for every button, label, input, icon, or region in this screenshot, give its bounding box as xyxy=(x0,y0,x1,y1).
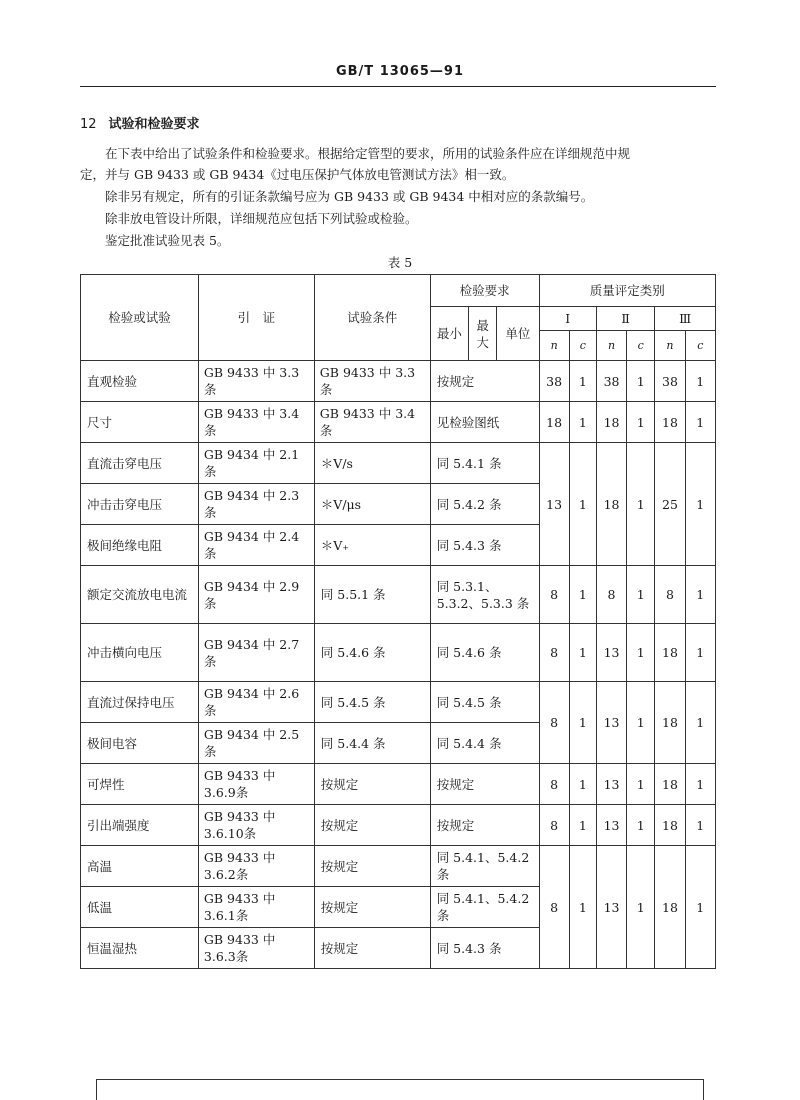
table-row xyxy=(81,805,716,846)
requirement: 按规定 xyxy=(430,361,539,402)
header-category-2: Ⅱ xyxy=(596,307,654,331)
cat2-n: 38 xyxy=(596,361,626,402)
conditions: 按规定 xyxy=(314,887,430,928)
paragraph-1-line-1: 在下表中给出了试验条件和检验要求。根据给定管型的要求，所用的试验条件应在详细规范中规 xyxy=(105,146,631,161)
cat1-n: 38 xyxy=(539,361,569,402)
paragraph-3: 除非放电管设计所限，详细规范应包括下列试验或检验。 xyxy=(105,211,418,226)
header-conditions: 试验条件 xyxy=(314,275,430,361)
cat2-c: 1 xyxy=(627,805,655,846)
table-row xyxy=(81,682,716,723)
cat3-n: 18 xyxy=(655,402,685,443)
cat1-c: 1 xyxy=(569,624,596,682)
test-name: 冲击击穿电压 xyxy=(81,484,199,525)
test-name: 尺寸 xyxy=(81,402,199,443)
table-row xyxy=(81,764,716,805)
conditions: 按规定 xyxy=(314,764,430,805)
cat2-n: 13 xyxy=(596,764,626,805)
section-number: 12 xyxy=(80,117,97,132)
header-c: c xyxy=(685,331,715,361)
cat3-n: 18 xyxy=(655,805,685,846)
cat3-c: 1 xyxy=(685,361,715,402)
conditions: ＊V₊ xyxy=(314,525,430,566)
header-req-unit: 单位 xyxy=(497,307,539,361)
standard-code-header: GB/T 13065—91 xyxy=(335,64,465,79)
test-name: 直观检验 xyxy=(81,361,199,402)
header-req-min: 最小 xyxy=(430,307,468,361)
reference: GB 9433 中 3.4 条 xyxy=(198,402,314,443)
cat3-n: 18 xyxy=(655,682,685,764)
header-n: n xyxy=(596,331,626,361)
conditions: 同 5.4.6 条 xyxy=(314,624,430,682)
requirement: 见检验图纸 xyxy=(430,402,539,443)
footer-box xyxy=(96,1079,704,1100)
header-requirements: 检验要求 xyxy=(430,275,539,307)
header-category-1: Ⅰ xyxy=(539,307,596,331)
cat2-n: 13 xyxy=(596,805,626,846)
reference: GB 9433 中 3.6.9条 xyxy=(198,764,314,805)
requirement: 同 5.3.1、5.3.2、5.3.3 条 xyxy=(430,566,539,624)
conditions: 按规定 xyxy=(314,928,430,969)
cat2-n: 13 xyxy=(596,846,626,969)
test-requirements-table xyxy=(80,274,716,969)
requirement: 同 5.4.3 条 xyxy=(430,928,539,969)
test-name: 直流击穿电压 xyxy=(81,443,199,484)
cat2-n: 13 xyxy=(596,624,626,682)
cat2-c: 1 xyxy=(627,764,655,805)
header-c: c xyxy=(569,331,596,361)
requirement: 同 5.4.4 条 xyxy=(430,723,539,764)
header-category-3: Ⅲ xyxy=(655,307,716,331)
test-name: 可焊性 xyxy=(81,764,199,805)
table-row xyxy=(81,624,716,682)
cat3-n: 25 xyxy=(655,443,685,566)
requirement: 同 5.4.3 条 xyxy=(430,525,539,566)
requirement: 同 5.4.5 条 xyxy=(430,682,539,723)
cat3-c: 1 xyxy=(685,764,715,805)
cat2-c: 1 xyxy=(627,361,655,402)
cat1-n: 8 xyxy=(539,805,569,846)
requirement: 同 5.4.1、5.4.2 条 xyxy=(430,887,539,928)
cat1-c: 1 xyxy=(569,764,596,805)
header-c: c xyxy=(627,331,655,361)
cat2-c: 1 xyxy=(627,443,655,566)
test-name: 额定交流放电电流 xyxy=(81,566,199,624)
cat3-c: 1 xyxy=(685,566,715,624)
cat1-n: 18 xyxy=(539,402,569,443)
cat1-n: 13 xyxy=(539,443,569,566)
test-name: 冲击横向电压 xyxy=(81,624,199,682)
cat2-c: 1 xyxy=(627,566,655,624)
reference: GB 9434 中 2.5 条 xyxy=(198,723,314,764)
cat2-c: 1 xyxy=(627,846,655,969)
header-quality-category: 质量评定类别 xyxy=(539,275,716,307)
conditions: ＊V/s xyxy=(314,443,430,484)
paragraph-1-line-2: 定，并与 GB 9433 或 GB 9434《过电压保护气体放电管测试方法》相一致。 xyxy=(80,167,515,182)
cat3-n: 18 xyxy=(655,764,685,805)
conditions: GB 9433 中 3.3 条 xyxy=(314,361,430,402)
cat3-n: 18 xyxy=(655,846,685,969)
reference: GB 9434 中 2.3 条 xyxy=(198,484,314,525)
header-reference: 引 证 xyxy=(198,275,314,361)
requirement: 同 5.4.6 条 xyxy=(430,624,539,682)
paragraph-2: 除非另有规定，所有的引证条款编号应为 GB 9433 或 GB 9434 中相对应的条款编号。 xyxy=(105,189,594,204)
reference: GB 9433 中 3.6.2条 xyxy=(198,846,314,887)
header-test: 检验或试验 xyxy=(81,275,199,361)
cat1-c: 1 xyxy=(569,846,596,969)
reference: GB 9434 中 2.7 条 xyxy=(198,624,314,682)
header-req-max: 最大 xyxy=(468,307,496,361)
test-name: 极间电容 xyxy=(81,723,199,764)
conditions: 按规定 xyxy=(314,846,430,887)
cat3-c: 1 xyxy=(685,624,715,682)
cat1-n: 8 xyxy=(539,764,569,805)
reference: GB 9434 中 2.6 条 xyxy=(198,682,314,723)
cat3-c: 1 xyxy=(685,805,715,846)
cat1-c: 1 xyxy=(569,402,596,443)
table-caption: 表 5 xyxy=(387,255,413,270)
cat3-c: 1 xyxy=(685,402,715,443)
test-name: 高温 xyxy=(81,846,199,887)
test-name: 直流过保持电压 xyxy=(81,682,199,723)
cat1-n: 8 xyxy=(539,846,569,969)
cat3-n: 18 xyxy=(655,624,685,682)
table-row xyxy=(81,443,716,484)
cat3-n: 38 xyxy=(655,361,685,402)
requirement: 同 5.4.1、5.4.2 条 xyxy=(430,846,539,887)
requirement: 按规定 xyxy=(430,805,539,846)
conditions: 同 5.4.5 条 xyxy=(314,682,430,723)
table-row xyxy=(81,566,716,624)
conditions: GB 9433 中 3.4 条 xyxy=(314,402,430,443)
cat1-c: 1 xyxy=(569,443,596,566)
test-name: 恒温湿热 xyxy=(81,928,199,969)
cat2-n: 18 xyxy=(596,443,626,566)
section-heading xyxy=(80,113,200,132)
table-row xyxy=(81,846,716,887)
cat1-c: 1 xyxy=(569,566,596,624)
conditions: 同 5.4.4 条 xyxy=(314,723,430,764)
paragraph-4: 鉴定批准试验见表 5。 xyxy=(105,233,230,248)
cat3-n: 8 xyxy=(655,566,685,624)
table-row xyxy=(81,361,716,402)
cat1-n: 8 xyxy=(539,566,569,624)
reference: GB 9433 中 3.6.3条 xyxy=(198,928,314,969)
cat2-c: 1 xyxy=(627,624,655,682)
test-name: 引出端强度 xyxy=(81,805,199,846)
table-row xyxy=(81,402,716,443)
cat3-c: 1 xyxy=(685,682,715,764)
header-rule xyxy=(80,86,716,87)
cat1-n: 8 xyxy=(539,682,569,764)
cat2-n: 18 xyxy=(596,402,626,443)
reference: GB 9433 中 3.6.1条 xyxy=(198,887,314,928)
test-name: 极间绝缘电阻 xyxy=(81,525,199,566)
cat1-c: 1 xyxy=(569,682,596,764)
test-name: 低温 xyxy=(81,887,199,928)
section-title: 试验和检验要求 xyxy=(108,117,200,132)
cat3-c: 1 xyxy=(685,846,715,969)
conditions: 同 5.5.1 条 xyxy=(314,566,430,624)
requirement: 同 5.4.2 条 xyxy=(430,484,539,525)
header-n: n xyxy=(539,331,569,361)
reference: GB 9433 中 3.3 条 xyxy=(198,361,314,402)
cat2-n: 13 xyxy=(596,682,626,764)
reference: GB 9434 中 2.1 条 xyxy=(198,443,314,484)
requirement: 同 5.4.1 条 xyxy=(430,443,539,484)
conditions: ＊V/μs xyxy=(314,484,430,525)
conditions: 按规定 xyxy=(314,805,430,846)
cat1-n: 8 xyxy=(539,624,569,682)
cat1-c: 1 xyxy=(569,361,596,402)
cat3-c: 1 xyxy=(685,443,715,566)
cat2-c: 1 xyxy=(627,682,655,764)
cat2-n: 8 xyxy=(596,566,626,624)
header-n: n xyxy=(655,331,685,361)
cat1-c: 1 xyxy=(569,805,596,846)
reference: GB 9434 中 2.9 条 xyxy=(198,566,314,624)
requirement: 按规定 xyxy=(430,764,539,805)
reference: GB 9434 中 2.4 条 xyxy=(198,525,314,566)
cat2-c: 1 xyxy=(627,402,655,443)
reference: GB 9433 中 3.6.10条 xyxy=(198,805,314,846)
